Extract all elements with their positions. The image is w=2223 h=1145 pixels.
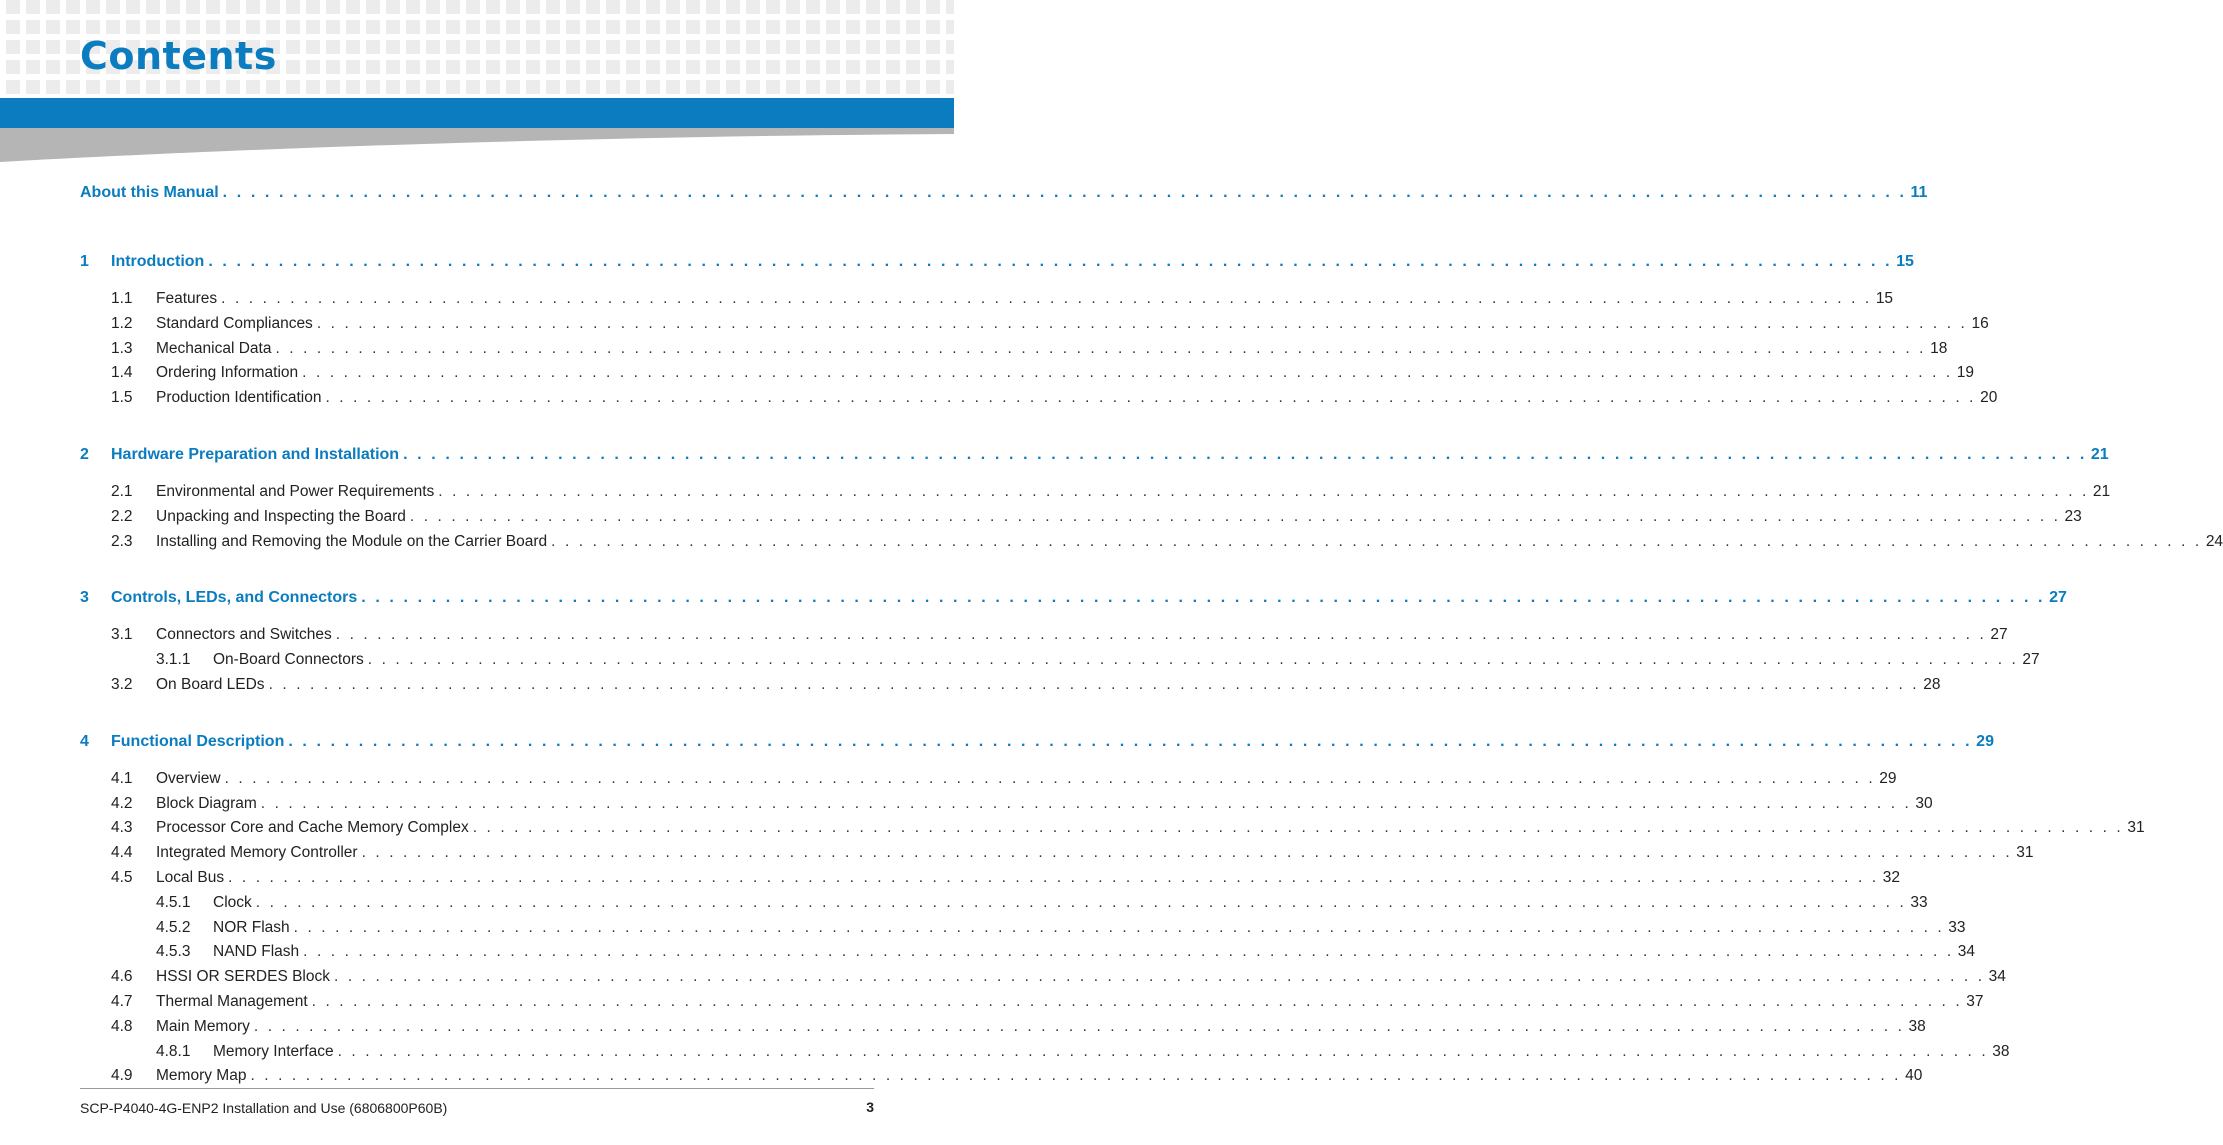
header-band bbox=[0, 98, 954, 128]
toc-entry-number: 4 bbox=[80, 732, 89, 750]
toc-entry-title: On Board LEDs bbox=[156, 675, 265, 693]
toc-entry-title: Controls, LEDs, and Connectors bbox=[111, 589, 358, 607]
toc-entry-title: Standard Compliances bbox=[156, 314, 313, 332]
toc-entry-page: 27 bbox=[1990, 626, 2008, 644]
toc-entry-number: 4.5 bbox=[111, 868, 133, 886]
toc-spacer bbox=[80, 757, 874, 770]
toc-section-row[interactable] bbox=[80, 794, 1933, 820]
toc-entry-page: 40 bbox=[1905, 1067, 1923, 1085]
toc-entry-number: 4.6 bbox=[111, 968, 133, 986]
toc-section-row[interactable] bbox=[80, 1017, 1926, 1043]
toc-entry-page: 16 bbox=[1971, 314, 1989, 332]
toc-entry-title: About this Manual bbox=[80, 184, 219, 201]
toc-section-row[interactable] bbox=[80, 532, 2223, 558]
toc-dot-leader: . . . . . . . . . . . . . . . . . . . . . . . . . . . . . . . . . . . . . . . . . . . . . . . . . . . . . . . . . . . . . . . . . . . . . . . . . . . . . . . . . . . . . . . . . . . . . . . . . . . . . . . . . . . . . . . . . . . . . . . . bbox=[208, 253, 1893, 270]
toc-entry-title: Memory Interface bbox=[213, 1042, 334, 1060]
toc-dot-leader: . . . . . . . . . . . . . . . . . . . . . . . . . . . . . . . . . . . . . . . . . . . . . . . . . . . . . . . . . . . . . . . . . . . . . . . . . . . . . . . . . . . . . . . . . . . . . . . . . . . . . . . . . . . . . . . . . . . . . . . . bbox=[255, 893, 1907, 911]
table-of-contents bbox=[80, 184, 2223, 1092]
toc-entry-page: 38 bbox=[1992, 1042, 2010, 1060]
page-title: Contents bbox=[80, 34, 277, 78]
toc-entry-title: Processor Core and Cache Memory Complex bbox=[156, 819, 469, 837]
toc-entry-number: 4.2 bbox=[111, 794, 133, 812]
toc-entry-number: 3.1 bbox=[111, 626, 133, 644]
toc-entry-page: 29 bbox=[1879, 769, 1897, 787]
toc-dot-leader: . . . . . . . . . . . . . . . . . . . . . . . . . . . . . . . . . . . . . . . . . . . . . . . . . . . . . . . . . . . . . . . . . . . . . . . . . . . . . . . . . . . . . . . . . . . . . . . . . . . . . . . . . . . . . . . . . . . . . . . . bbox=[335, 626, 1987, 644]
toc-entry-number: 4.9 bbox=[111, 1067, 133, 1085]
toc-entry-number: 4.5.2 bbox=[156, 918, 191, 936]
toc-entry-title: Features bbox=[156, 290, 218, 307]
toc-dot-leader: . . . . . . . . . . . . . . . . . . . . . . . . . . . . . . . . . . . . . . . . . . . . . . . . . . . . . . . . . . . . . . . . . . . . . . . . . . . . . . . . . . . . . . . . . . . . . . . . . . . . . . . . . . . . . . . . . . . . . . . . bbox=[224, 769, 1876, 787]
toc-section-row[interactable] bbox=[80, 314, 1989, 340]
toc-dot-leader: . . . . . . . . . . . . . . . . . . . . . . . . . . . . . . . . . . . . . . . . . . . . . . . . . . . . . . . . . . . . . . . . . . . . . . . . . . . . . . . . . . . . . . . . . . . . . . . . . . . . . . . . . . . . . . . . . . . . . . . . bbox=[316, 314, 1968, 332]
toc-entry-title: Main Memory bbox=[156, 1017, 250, 1035]
toc-entry-number: 4.1 bbox=[111, 769, 133, 787]
toc-entry-page: 34 bbox=[1957, 943, 1976, 961]
toc-dot-leader: . . . . . . . . . . . . . . . . . . . . . . . . . . . . . . . . . . . . . . . . . . . . . . . . . . . . . . . . . . . . . . . . . . . . . . . . . . . . . . . . . . . . . . . . . . . . . . . . . . . . . . . . . . . . . . . . . . . . . . . . bbox=[288, 732, 1973, 750]
toc-entry-title: Connectors and Switches bbox=[156, 626, 332, 644]
toc-entry-number: 4.7 bbox=[111, 992, 133, 1010]
toc-entry-number: 1.5 bbox=[111, 389, 133, 407]
toc-entry-page: 27 bbox=[2049, 589, 2067, 607]
toc-spacer bbox=[80, 701, 874, 733]
toc-entry-page: 31 bbox=[2016, 844, 2034, 862]
toc-entry-title: Mechanical Data bbox=[156, 339, 272, 357]
toc-section-row[interactable] bbox=[80, 482, 2111, 508]
toc-dot-leader: . . . . . . . . . . . . . . . . . . . . . . . . . . . . . . . . . . . . . . . . . . . . . . . . . . . . . . . . . . . . . . . . . . . . . . . . . . . . . . . . . . . . . . . . . . . . . . . . . . . . . . . . . . . . . . . . . . . . . . . . bbox=[303, 943, 1954, 961]
toc-dot-leader: . . . . . . . . . . . . . . . . . . . . . . . . . . . . . . . . . . . . . . . . . . . . . . . . . . . . . . . . . . . . . . . . . . . . . . . . . . . . . . . . . . . . . . . . . . . . . . . . . . . . . . . . . . . . . . . . . . . . . . . . bbox=[361, 589, 2046, 607]
toc-entry-number: 1.1 bbox=[111, 290, 133, 307]
toc-section-row[interactable] bbox=[80, 992, 1984, 1018]
toc-entry-number: 3.2 bbox=[111, 675, 133, 693]
toc-dot-leader: . . . . . . . . . . . . . . . . . . . . . . . . . . . . . . . . . . . . . . . . . . . . . . . . . . . . . . . . . . . . . . . . . . . . . . . . . . . . . . . . . . . . . . . . . . . . . . . . . . . . . . . . . . . . . . . . . . . . . . . . bbox=[302, 364, 1953, 382]
toc-entry-title: Local Bus bbox=[156, 868, 225, 886]
toc-entry-number: 2 bbox=[80, 445, 89, 463]
toc-entry-number: 1.4 bbox=[111, 364, 133, 382]
toc-entry-page: 15 bbox=[1875, 290, 1894, 307]
toc-entry-number: 3 bbox=[80, 589, 89, 607]
footer-document-title: SCP-P4040-4G-ENP2 Installation and Use (6806800P60B) bbox=[80, 1100, 448, 1116]
toc-chapter-row[interactable] bbox=[80, 253, 1914, 277]
toc-entry-number: 2.2 bbox=[111, 507, 133, 525]
toc-section-row[interactable] bbox=[80, 769, 1897, 795]
toc-entry-page: 20 bbox=[1980, 389, 1998, 407]
toc-subsection-row[interactable] bbox=[80, 1042, 2010, 1068]
toc-section-row[interactable] bbox=[80, 290, 1894, 315]
toc-spacer bbox=[80, 470, 874, 483]
toc-entry-page: 15 bbox=[1896, 253, 1914, 270]
toc-entry-page: 33 bbox=[1948, 918, 1966, 936]
toc-entry-page: 21 bbox=[2090, 445, 2109, 463]
toc-dot-leader: . . . . . . . . . . . . . . . . . . . . . . . . . . . . . . . . . . . . . . . . . . . . . . . . . . . . . . . . . . . . . . . . . . . . . . . . . . . . . . . . . . . . . . . . . . . . . . . . . . . . . . . . . . . . . . . . . . . . . . . . bbox=[222, 184, 1907, 201]
toc-chapter-row[interactable] bbox=[80, 184, 1928, 208]
toc-spacer bbox=[80, 221, 874, 253]
toc-entry-title: On-Board Connectors bbox=[213, 651, 364, 669]
toc-entry-title: Block Diagram bbox=[156, 794, 257, 812]
toc-dot-leader: . . . . . . . . . . . . . . . . . . . . . . . . . . . . . . . . . . . . . . . . . . . . . . . . . . . . . . . . . . . . . . . . . . . . . . . . . . . . . . . . . . . . . . . . . . . . . . . . . . . . . . . . . . . . . . . . . . . . . . . . bbox=[438, 482, 2089, 500]
toc-subsection-row[interactable] bbox=[80, 918, 1966, 944]
toc-entry-page: 23 bbox=[2064, 507, 2082, 525]
toc-entry-title: Introduction bbox=[111, 253, 205, 270]
toc-entry-page: 11 bbox=[1910, 184, 1928, 201]
toc-section-row[interactable] bbox=[80, 968, 2006, 993]
toc-entry-number: 3.1.1 bbox=[156, 651, 191, 669]
toc-entry-page: 33 bbox=[1910, 893, 1928, 911]
toc-dot-leader: . . . . . . . . . . . . . . . . . . . . . . . . . . . . . . . . . . . . . . . . . . . . . . . . . . . . . . . . . . . . . . . . . . . . . . . . . . . . . . . . . . . . . . . . . . . . . . . . . . . . . . . . . . . . . . . . . . . . . . . . bbox=[361, 844, 2013, 862]
toc-entry-title: NAND Flash bbox=[213, 943, 300, 961]
toc-spacer bbox=[80, 277, 874, 290]
toc-entry-number: 2.3 bbox=[111, 532, 133, 550]
toc-dot-leader: . . . . . . . . . . . . . . . . . . . . . . . . . . . . . . . . . . . . . . . . . . . . . . . . . . . . . . . . . . . . . . . . . . . . . . . . . . . . . . . . . . . . . . . . . . . . . . . . . . . . . . . . . . . . . . . . . . . . . . . . bbox=[337, 1042, 1989, 1060]
toc-dot-leader: . . . . . . . . . . . . . . . . . . . . . . . . . . . . . . . . . . . . . . . . . . . . . . . . . . . . . . . . . . . . . . . . . . . . . . . . . . . . . . . . . . . . . . . . . . . . . . . . . . . . . . . . . . . . . . . . . . . . . . . . bbox=[253, 1017, 1905, 1035]
toc-section-row[interactable] bbox=[80, 364, 1975, 389]
toc-entry-page: 28 bbox=[1923, 675, 1941, 693]
toc-entry-title: HSSI OR SERDES Block bbox=[156, 968, 330, 986]
toc-entry-title: Integrated Memory Controller bbox=[156, 844, 358, 862]
toc-entry-number: 4.4 bbox=[111, 844, 133, 862]
toc-entry-title: Production Identification bbox=[156, 389, 322, 407]
toc-entry-number: 1.3 bbox=[111, 339, 133, 357]
toc-entry-title: Ordering Information bbox=[156, 364, 299, 382]
toc-entry-page: 24 bbox=[2205, 532, 2223, 550]
toc-entry-number: 1 bbox=[80, 253, 89, 270]
toc-dot-leader: . . . . . . . . . . . . . . . . . . . . . . . . . . . . . . . . . . . . . . . . . . . . . . . . . . . . . . . . . . . . . . . . . . . . . . . . . . . . . . . . . . . . . . . . . . . . . . . . . . . . . . . . . . . . . . . . . . . . . . . . bbox=[472, 819, 2124, 837]
toc-entry-page: 19 bbox=[1956, 364, 1975, 382]
header-swoosh bbox=[0, 128, 954, 164]
toc-entry-page: 29 bbox=[1976, 732, 1994, 750]
toc-dot-leader: . . . . . . . . . . . . . . . . . . . . . . . . . . . . . . . . . . . . . . . . . . . . . . . . . . . . . . . . . . . . . . . . . . . . . . . . . . . . . . . . . . . . . . . . . . . . . . . . . . . . . . . . . . . . . . . . . . . . . . . . bbox=[260, 794, 1912, 812]
toc-entry-number: 4.8 bbox=[111, 1017, 133, 1035]
toc-dot-leader: . . . . . . . . . . . . . . . . . . . . . . . . . . . . . . . . . . . . . . . . . . . . . . . . . . . . . . . . . . . . . . . . . . . . . . . . . . . . . . . . . . . . . . . . . . . . . . . . . . . . . . . . . . . . . . . . . . . . . . . . bbox=[293, 918, 1945, 936]
toc-section-row[interactable] bbox=[80, 626, 2008, 651]
toc-spacer bbox=[80, 557, 874, 589]
toc-dot-leader: . . . . . . . . . . . . . . . . . . . . . . . . . . . . . . . . . . . . . . . . . . . . . . . . . . . . . . . . . . . . . . . . . . . . . . . . . . . . . . . . . . . . . . . . . . . . . . . . . . . . . . . . . . . . . . . . . . . . . . . . bbox=[275, 339, 1927, 357]
toc-chapter-row[interactable] bbox=[80, 445, 2109, 470]
toc-entry-page: 37 bbox=[1966, 992, 1984, 1010]
toc-dot-leader: . . . . . . . . . . . . . . . . . . . . . . . . . . . . . . . . . . . . . . . . . . . . . . . . . . . . . . . . . . . . . . . . . . . . . . . . . . . . . . . . . . . . . . . . . . . . . . . . . . . . . . . . . . . . . . . . . . . . . . . . bbox=[367, 651, 2019, 669]
toc-dot-leader: . . . . . . . . . . . . . . . . . . . . . . . . . . . . . . . . . . . . . . . . . . . . . . . . . . . . . . . . . . . . . . . . . . . . . . . . . . . . . . . . . . . . . . . . . . . . . . . . . . . . . . . . . . . . . . . . . . . . . . . . bbox=[311, 992, 1963, 1010]
toc-section-row[interactable] bbox=[80, 844, 2034, 869]
toc-section-row[interactable] bbox=[80, 389, 1998, 414]
toc-entry-title: Hardware Preparation and Installation bbox=[111, 445, 400, 463]
toc-spacer bbox=[80, 414, 874, 446]
footer-page-number: 3 bbox=[866, 1099, 874, 1115]
toc-spacer bbox=[80, 613, 874, 626]
toc-subsection-row[interactable] bbox=[80, 651, 2040, 676]
toc-section-row[interactable] bbox=[80, 507, 2082, 533]
toc-section-row[interactable] bbox=[80, 819, 2145, 844]
toc-entry-page: 18 bbox=[1930, 339, 1948, 357]
toc-chapter-row[interactable] bbox=[80, 589, 2067, 613]
footer-divider bbox=[80, 1088, 874, 1089]
toc-entry-title: Installing and Removing the Module on the Carrier Board bbox=[156, 532, 548, 550]
toc-dot-leader: . . . . . . . . . . . . . . . . . . . . . . . . . . . . . . . . . . . . . . . . . . . . . . . . . . . . . . . . . . . . . . . . . . . . . . . . . . . . . . . . . . . . . . . . . . . . . . . . . . . . . . . . . . . . . . . . . . . . . . . . bbox=[551, 532, 2202, 550]
toc-entry-number: 1.2 bbox=[111, 314, 133, 332]
toc-entry-title: Functional Description bbox=[111, 732, 285, 750]
toc-entry-page: 31 bbox=[2127, 819, 2145, 837]
toc-entry-number: 4.3 bbox=[111, 819, 133, 837]
toc-entry-title: NOR Flash bbox=[213, 918, 290, 936]
toc-section-row[interactable] bbox=[80, 339, 1948, 365]
toc-dot-leader: . . . . . . . . . . . . . . . . . . . . . . . . . . . . . . . . . . . . . . . . . . . . . . . . . . . . . . . . . . . . . . . . . . . . . . . . . . . . . . . . . . . . . . . . . . . . . . . . . . . . . . . . . . . . . . . . . . . . . . . . bbox=[221, 290, 1872, 307]
toc-spacer bbox=[80, 208, 874, 221]
toc-dot-leader: . . . . . . . . . . . . . . . . . . . . . . . . . . . . . . . . . . . . . . . . . . . . . . . . . . . . . . . . . . . . . . . . . . . . . . . . . . . . . . . . . . . . . . . . . . . . . . . . . . . . . . . . . . . . . . . . . . . . . . . . bbox=[325, 389, 1977, 407]
toc-section-row[interactable] bbox=[80, 868, 1900, 894]
toc-chapter-row[interactable] bbox=[80, 732, 1994, 757]
toc-subsection-row[interactable] bbox=[80, 893, 1928, 919]
toc-entry-number: 4.5.3 bbox=[156, 943, 191, 961]
toc-entry-number: 4.5.1 bbox=[156, 893, 191, 911]
toc-entry-title: Thermal Management bbox=[156, 992, 308, 1010]
toc-dot-leader: . . . . . . . . . . . . . . . . . . . . . . . . . . . . . . . . . . . . . . . . . . . . . . . . . . . . . . . . . . . . . . . . . . . . . . . . . . . . . . . . . . . . . . . . . . . . . . . . . . . . . . . . . . . . . . . . . . . . . . . . bbox=[228, 868, 1879, 886]
toc-entry-title: Overview bbox=[156, 769, 221, 787]
toc-section-row[interactable] bbox=[80, 675, 1941, 701]
toc-entry-number: 2.1 bbox=[111, 482, 133, 500]
toc-dot-leader: . . . . . . . . . . . . . . . . . . . . . . . . . . . . . . . . . . . . . . . . . . . . . . . . . . . . . . . . . . . . . . . . . . . . . . . . . . . . . . . . . . . . . . . . . . . . . . . . . . . . . . . . . . . . . . . . . . . . . . . . bbox=[409, 507, 2061, 525]
toc-entry-page: 38 bbox=[1908, 1017, 1926, 1035]
toc-entry-title: Unpacking and Inspecting the Board bbox=[156, 507, 406, 525]
toc-entry-title: Environmental and Power Requirements bbox=[156, 482, 435, 500]
toc-entry-page: 32 bbox=[1882, 868, 1900, 886]
toc-subsection-row[interactable] bbox=[80, 943, 1976, 968]
toc-dot-leader: . . . . . . . . . . . . . . . . . . . . . . . . . . . . . . . . . . . . . . . . . . . . . . . . . . . . . . . . . . . . . . . . . . . . . . . . . . . . . . . . . . . . . . . . . . . . . . . . . . . . . . . . . . . . . . . . . . . . . . . . bbox=[268, 675, 1920, 693]
toc-entry-page: 34 bbox=[1988, 968, 2006, 986]
toc-dot-leader: . . . . . . . . . . . . . . . . . . . . . . . . . . . . . . . . . . . . . . . . . . . . . . . . . . . . . . . . . . . . . . . . . . . . . . . . . . . . . . . . . . . . . . . . . . . . . . . . . . . . . . . . . . . . . . . . . . . . . . . . bbox=[403, 445, 2087, 463]
toc-dot-leader: . . . . . . . . . . . . . . . . . . . . . . . . . . . . . . . . . . . . . . . . . . . . . . . . . . . . . . . . . . . . . . . . . . . . . . . . . . . . . . . . . . . . . . . . . . . . . . . . . . . . . . . . . . . . . . . . . . . . . . . . bbox=[250, 1067, 1902, 1085]
toc-entry-title: Clock bbox=[213, 893, 252, 911]
toc-entry-page: 21 bbox=[2092, 482, 2111, 500]
toc-dot-leader: . . . . . . . . . . . . . . . . . . . . . . . . . . . . . . . . . . . . . . . . . . . . . . . . . . . . . . . . . . . . . . . . . . . . . . . . . . . . . . . . . . . . . . . . . . . . . . . . . . . . . . . . . . . . . . . . . . . . . . . . bbox=[334, 968, 1985, 986]
toc-entry-page: 27 bbox=[2022, 651, 2040, 669]
toc-entry-number: 4.8.1 bbox=[156, 1042, 191, 1060]
toc-entry-page: 30 bbox=[1915, 794, 1933, 812]
toc-entry-title: Memory Map bbox=[156, 1067, 247, 1085]
